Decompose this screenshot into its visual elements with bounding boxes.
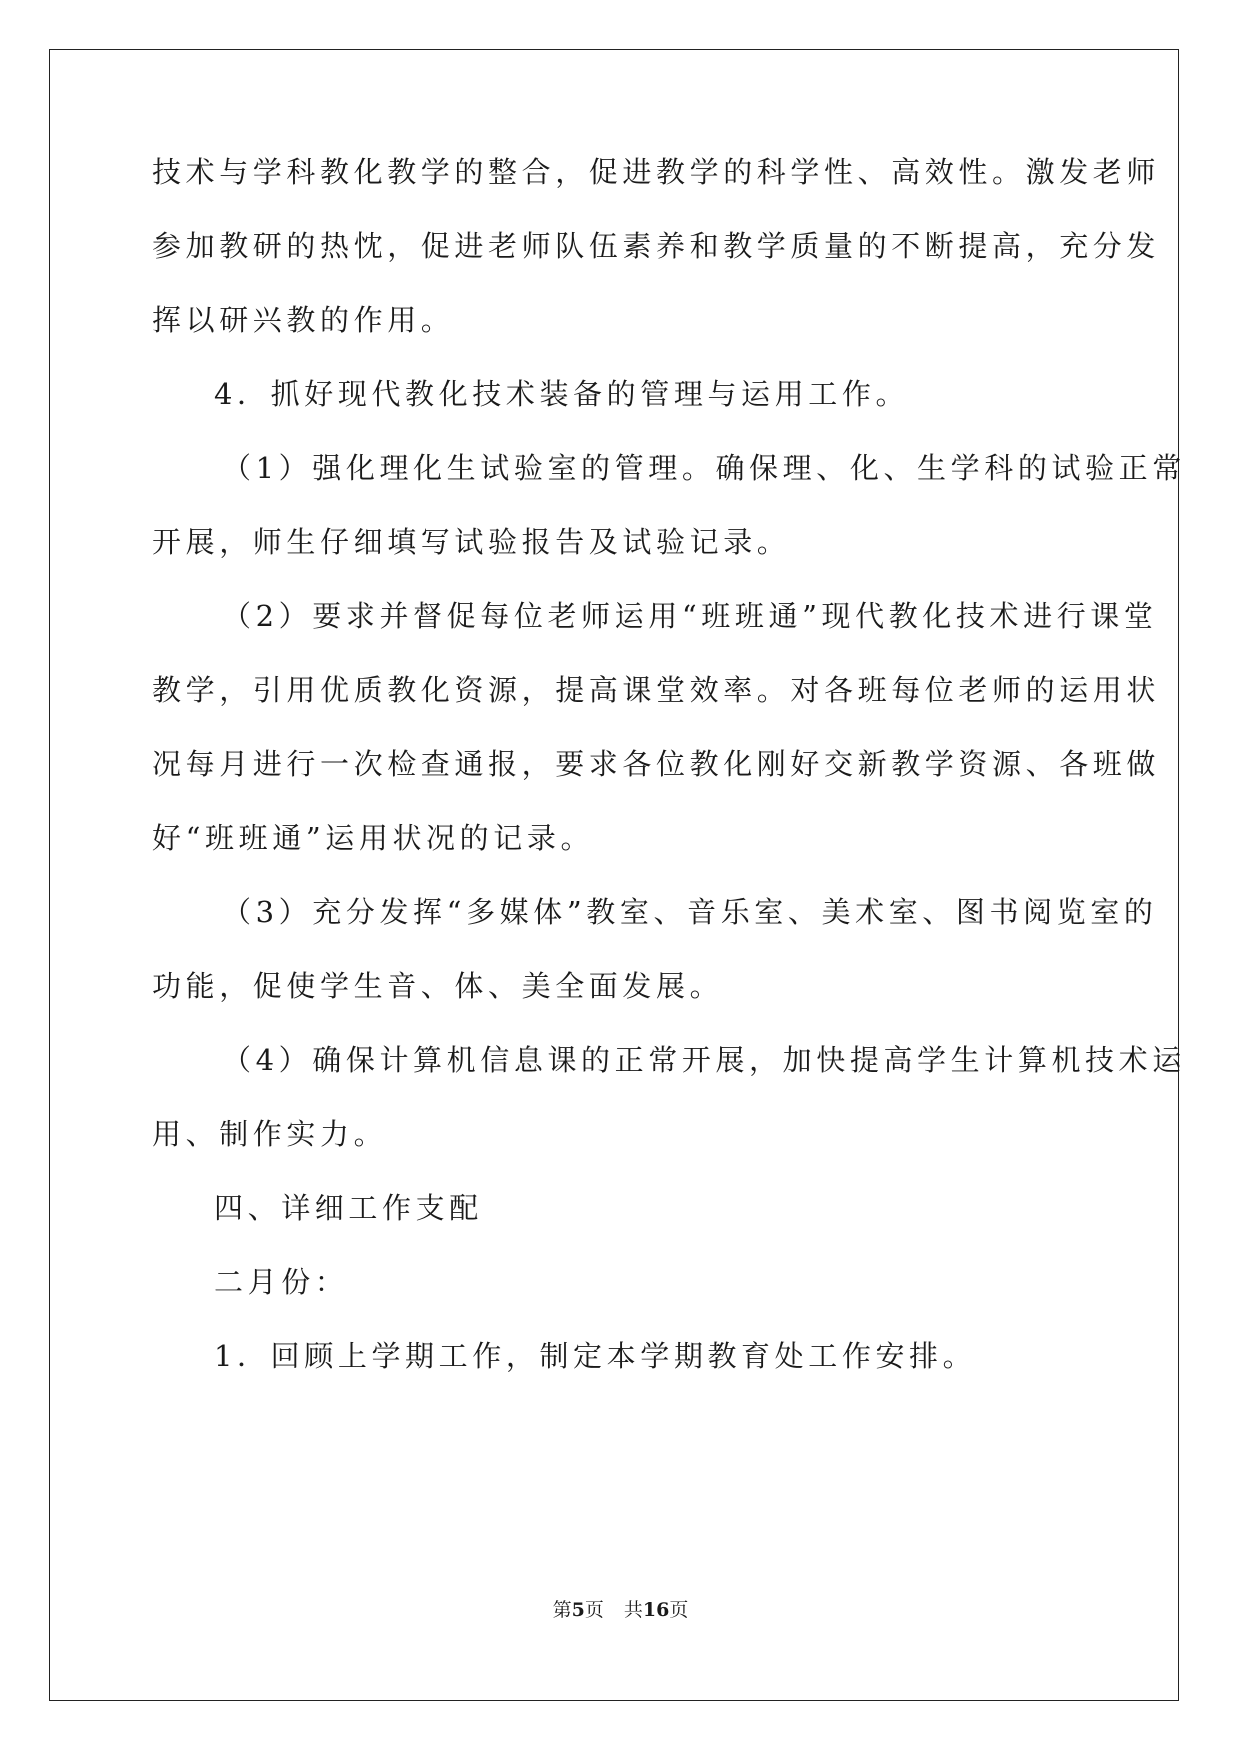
paragraph-line: 技术与学科教化教学的整合，促进教学的科学性、高效性。激发老师 [152, 155, 1161, 189]
paragraph-line: 教学，引用优质教化资源，提高课堂效率。对各班每位老师的运用状 [152, 673, 1161, 707]
page-number: 5 [571, 1599, 585, 1621]
paragraph-line: 功能，促使学生音、体、美全面发展。 [152, 969, 724, 1003]
paragraph-line: 参加教研的热忱，促进老师队伍素养和教学质量的不断提高，充分发 [152, 229, 1161, 263]
paragraph-line: 4．抓好现代教化技术装备的管理与运用工作。 [214, 377, 910, 411]
page-label-suffix: 页 [584, 1599, 604, 1621]
paragraph-line: 1．回顾上学期工作，制定本学期教育处工作安排。 [214, 1339, 977, 1373]
paragraph-line: （2）要求并督促每位老师运用“班班通”现代教化技术进行课堂 [222, 599, 1158, 633]
paragraph-line: （1）强化理化生试验室的管理。确保理、化、生学科的试验正常 [222, 451, 1186, 485]
paragraph-line: （4）确保计算机信息课的正常开展，加快提高学生计算机技术运 [222, 1043, 1186, 1077]
paragraph-line: （3）充分发挥“多媒体”教室、音乐室、美术室、图书阅览室的 [222, 895, 1158, 929]
subsection-heading: 二月份： [214, 1265, 349, 1299]
page-border [49, 49, 1179, 1701]
paragraph-line: 开展，师生仔细填写试验报告及试验记录。 [152, 525, 791, 559]
page-footer [0, 1598, 1241, 1622]
page-label-prefix: 第 [552, 1599, 572, 1621]
total-pages: 16 [642, 1599, 670, 1621]
paragraph-line: 好“班班通”运用状况的记录。 [152, 821, 595, 855]
total-label-suffix: 页 [669, 1599, 689, 1621]
paragraph-line: 况每月进行一次检查通报，要求各位教化刚好交新教学资源、各班做 [152, 747, 1161, 781]
total-label-prefix: 共 [623, 1599, 643, 1621]
section-heading: 四、详细工作支配 [214, 1191, 483, 1225]
paragraph-line: 用、制作实力。 [152, 1117, 388, 1151]
paragraph-line: 挥以研兴教的作用。 [152, 303, 455, 337]
